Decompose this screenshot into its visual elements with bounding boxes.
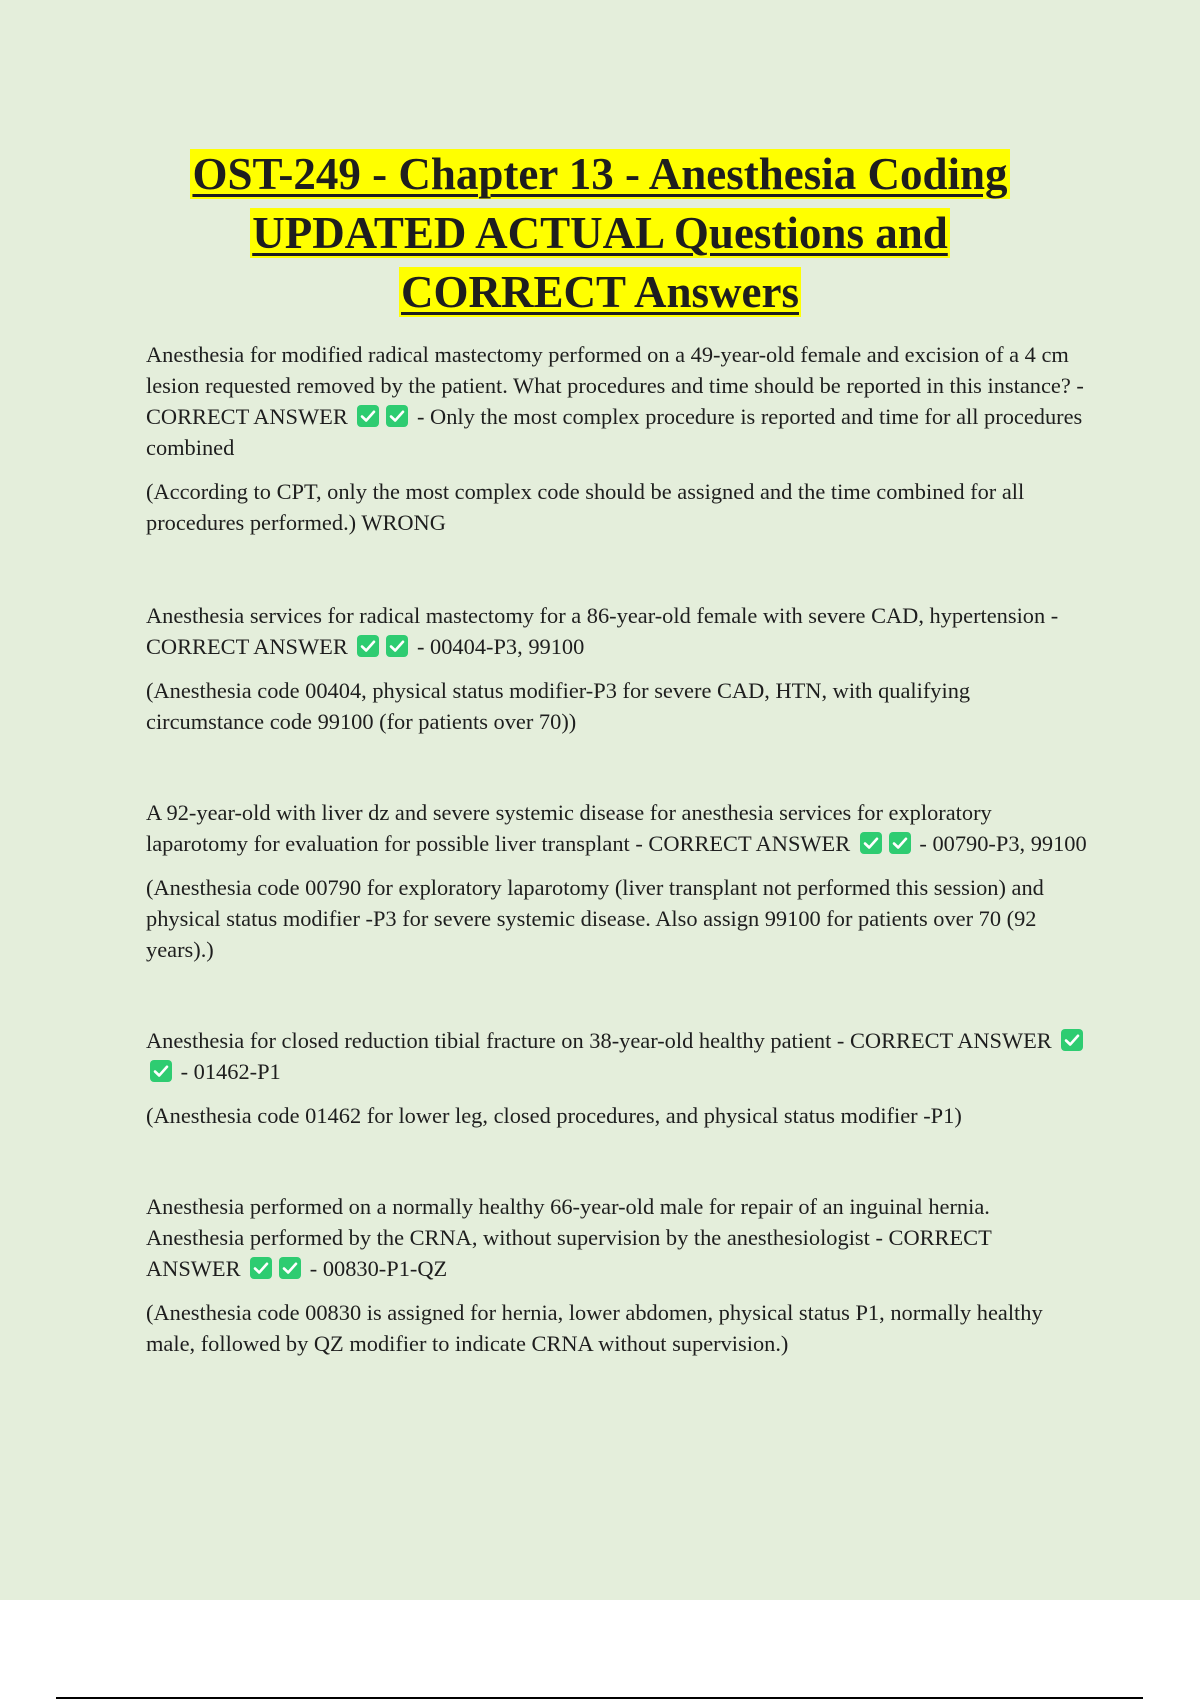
check-mark-icon [279,1257,301,1279]
explanation-text: (Anesthesia code 01462 for lower leg, closed procedures, and physical status modifier -P1) [146,1103,962,1128]
explanation-text: (Anesthesia code 00830 is assigned for hernia, lower abdomen, physical status P1, normally healthy male, followed by QZ modifier to indicate CRNA without supervision.) [146,1300,1043,1356]
title-line-3: CORRECT Answers [401,267,799,317]
title-line-2: UPDATED ACTUAL Questions and [252,208,948,258]
question-text: A 92-year-old with liver dz and severe systemic disease for anesthesia services for exploratory laparotomy for evaluation for possible liver transplant - CORRECT ANSWER [146,800,992,856]
check-mark-icon [250,1257,272,1279]
answer-text: - 01462-P1 [180,1059,281,1084]
qa-item-5 [146,1191,1090,1359]
qa-item-3 [146,797,1090,965]
explanation-text: (According to CPT, only the most complex code should be assigned and the time combined for all procedures performed.) WRONG [146,479,1025,535]
answer-text: - 00830-P1-QZ [309,1256,448,1281]
question-block [146,1191,1090,1284]
check-mark-icon [150,1060,172,1082]
question-text: Anesthesia for closed reduction tibial fracture on 38-year-old healthy patient - CORRECT ANSWER [146,1028,1052,1053]
explanation-text: (Anesthesia code 00790 for exploratory laparotomy (liver transplant not performed this session) and physical status modifier -P3 for severe systemic disease. Also assign 99100 for patients over 70 (92 years).) [146,875,1044,962]
question-block [146,600,1090,662]
title-line-1: OST-249 - Chapter 13 - Anesthesia Coding [192,149,1008,199]
explanation-text: (Anesthesia code 00404, physical status modifier-P3 for severe CAD, HTN, with qualifying circumstance code 99100 (for patients over 70)) [146,678,971,734]
page-divider-line [56,1697,1143,1699]
document-title [100,145,1100,322]
answer-text: - 00404-P3, 99100 [416,634,585,659]
question-text: Anesthesia for modified radical mastectomy performed on a 49-year-old female and excision of a 4 cm lesion requested removed by the patient. What procedures and time should be reported in this instance? - CORRECT ANSWER [146,342,1084,429]
check-mark-icon [1061,1029,1083,1051]
check-mark-icon [860,832,882,854]
answer-text: - Only the most complex procedure is reported and time for all procedures combined [146,404,1083,460]
answer-text: - 00790-P3, 99100 [919,831,1087,856]
check-mark-icon [386,405,408,427]
qa-item-1 [146,339,1090,538]
question-block [146,339,1090,463]
check-mark-icon [889,832,911,854]
check-mark-icon [386,635,408,657]
qa-list [146,339,1090,1359]
check-mark-icon [357,635,379,657]
qa-item-4 [146,1025,1090,1131]
question-block [146,1025,1090,1087]
question-text: Anesthesia services for radical mastectomy for a 86-year-old female with severe CAD, hypertension - CORRECT ANSWER [146,603,1059,659]
qa-item-2 [146,600,1090,737]
question-block [146,797,1090,859]
question-text: Anesthesia performed on a normally healthy 66-year-old male for repair of an inguinal hernia. Anesthesia performed by the CRNA, without supervision by the anesthesiologist - CORRECT ANSWER [146,1194,992,1281]
check-mark-icon [357,405,379,427]
